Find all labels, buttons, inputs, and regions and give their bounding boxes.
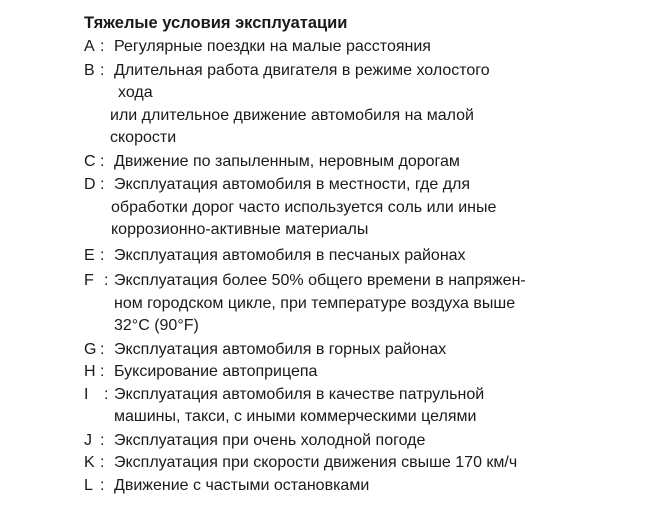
list-item-a [84, 36, 644, 59]
item-separator: : [100, 61, 105, 79]
list-item-j [84, 430, 644, 453]
item-text: Движение по запыленным, неровным дорогам [114, 152, 460, 170]
item-text: коррозионно-активные материалы [111, 221, 369, 238]
item-text: Эксплуатация автомобиля в местности, где для [114, 176, 471, 193]
item-separator: : [100, 431, 105, 449]
item-letter: E [84, 246, 95, 264]
item-text: Эксплуатация при очень холодной погоде [114, 431, 426, 449]
item-text: скорости [110, 129, 177, 146]
item-text: Длительная работа двигателя в режиме холостого [114, 61, 490, 79]
item-text: Эксплуатация автомобиля в качестве патрульной [114, 385, 485, 403]
item-text: Буксирование автоприцепа [114, 363, 318, 380]
item-separator: : [100, 176, 105, 193]
item-text: обработки дорог часто используется соль или иные [111, 198, 497, 216]
item-letter: I [84, 385, 89, 403]
list-item-c [84, 151, 644, 174]
item-separator: : [100, 340, 105, 358]
item-text: Движение с частыми остановками [114, 476, 370, 494]
item-text: хода [118, 84, 153, 101]
list-item-e [84, 245, 644, 268]
item-text: Эксплуатация при скорости движения свыше 170 км/ч [114, 454, 518, 471]
item-separator: : [100, 152, 105, 170]
item-letter: B [84, 61, 95, 79]
list-item-l [84, 475, 644, 498]
item-letter: D [84, 176, 96, 193]
item-separator: : [104, 272, 109, 289]
item-text: Эксплуатация автомобиля в горных районах [114, 340, 447, 358]
list-item-i [84, 384, 644, 429]
list-item-f [84, 270, 644, 338]
item-separator: : [100, 246, 105, 264]
item-letter: G [84, 340, 97, 358]
conditions-list [84, 12, 644, 497]
item-text: Эксплуатация автомобиля в песчаных районах [114, 246, 466, 264]
item-letter: C [84, 152, 96, 170]
list-item-h [84, 361, 644, 384]
item-separator: : [100, 363, 105, 380]
item-letter: H [84, 363, 96, 380]
list-item-k [84, 452, 644, 475]
section-title: Тяжелые условия эксплуатации [84, 14, 348, 32]
item-letter: L [84, 476, 93, 494]
item-text: или длительное движение автомобиля на малой [110, 106, 474, 124]
list-item-b [84, 60, 644, 150]
item-text: машины, такси, с иными коммерческими целями [114, 408, 477, 425]
item-text: ном городском цикле, при температуре воздуха выше [114, 294, 516, 312]
item-text: Регулярные поездки на малые расстояния [114, 38, 431, 55]
item-text: 32°C (90°F) [114, 317, 199, 334]
item-separator: : [104, 385, 109, 403]
item-letter: F [84, 272, 94, 289]
list-item-d [84, 174, 644, 242]
item-separator: : [100, 38, 105, 55]
item-letter: K [84, 454, 95, 471]
item-separator: : [100, 476, 105, 494]
item-text: Эксплуатация более 50% общего времени в напряжен- [114, 272, 526, 289]
item-separator: : [100, 454, 105, 471]
item-letter: J [84, 431, 92, 449]
list-item-g [84, 339, 644, 362]
item-letter: A [84, 38, 95, 55]
